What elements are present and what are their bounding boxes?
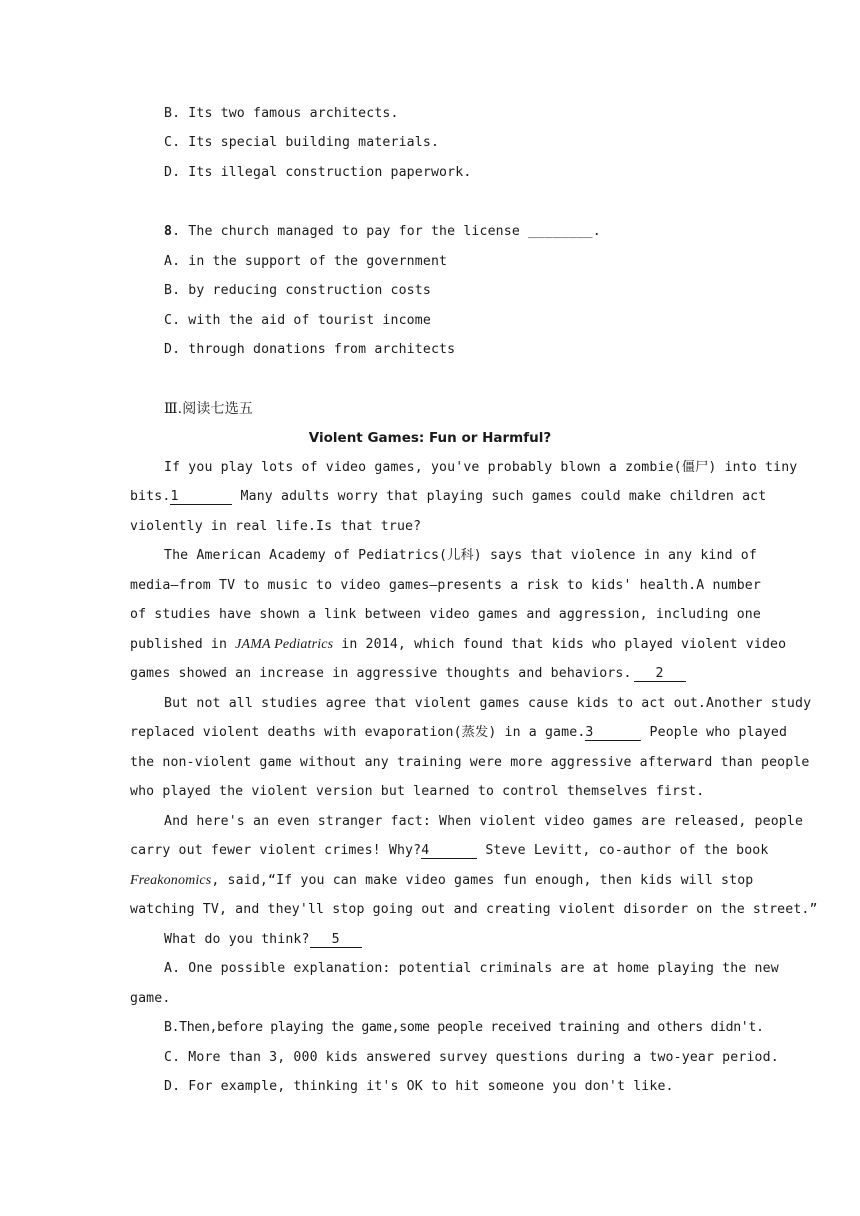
passage-line: The American Academy of Pediatrics(儿科) says that violence in any kind of <box>164 548 757 563</box>
passage-line: media—from TV to music to video games—presents a risk to kids' health.A number <box>130 578 761 593</box>
option-a: A. One possible explanation: potential criminals are at home playing the new <box>164 961 779 976</box>
answer-blank-3: 3 <box>585 725 641 741</box>
line-text: , said,“If you can make video games fun enough, then kids will stop <box>211 873 754 888</box>
passage-line <box>130 842 769 860</box>
q8-option-c: C. with the aid of tourist income <box>164 313 431 328</box>
line-text: games showed an increase in aggressive thoughts and behaviors. <box>130 666 632 681</box>
option-a-continued: game. <box>130 991 171 1006</box>
q7-option-d: D. Its illegal construction paperwork. <box>164 165 472 180</box>
answer-blank: ________ <box>528 224 593 239</box>
line-text: People who played <box>641 725 788 740</box>
journal-name: JAMA Pediatrics <box>235 637 334 652</box>
q7-option-c: C. Its special building materials. <box>164 135 440 150</box>
question-number: 8 <box>164 224 173 239</box>
passage-line: who played the violent version but learned to control themselves first. <box>130 784 705 799</box>
option-b: B.Then,before playing the game,some people received training and others didn't. <box>164 1020 764 1035</box>
answer-blank-5: 5 <box>310 932 362 948</box>
passage-line <box>130 665 686 683</box>
answer-blank-4: 4 <box>421 843 477 859</box>
question-end: . <box>592 224 601 239</box>
option-c: C. More than 3, 000 kids answered survey questions during a two-year period. <box>164 1050 779 1065</box>
question-8-stem <box>164 223 601 241</box>
passage-line <box>130 636 787 654</box>
passage-line: watching TV, and they'll stop going out and creating violent disorder on the street.” <box>130 902 818 917</box>
question-text: . The church managed to pay for the license <box>172 224 529 239</box>
passage-line: of studies have shown a link between video games and aggression, including one <box>130 607 761 622</box>
book-title: Freakonomics <box>130 873 212 888</box>
passage-line: And here's an even stranger fact: When violent video games are released, people <box>164 814 804 829</box>
line-text: What do you think? <box>164 932 310 947</box>
answer-blank-1: 1 <box>170 489 232 505</box>
line-text: in 2014, which found that kids who played violent video <box>333 637 787 652</box>
passage-title: Violent Games: Fun or Harmful? <box>308 430 552 446</box>
section-heading: Ⅲ.阅读七选五 <box>164 401 254 417</box>
passage-line <box>130 872 754 890</box>
line-text: carry out fewer violent crimes! Why? <box>130 843 422 858</box>
passage-line: But not all studies agree that violent games cause kids to act out.Another study <box>164 696 812 711</box>
q8-option-d: D. through donations from architects <box>164 342 456 357</box>
line-text: Many adults worry that playing such games could make children act <box>232 489 767 504</box>
line-text: bits. <box>130 489 171 504</box>
q8-option-b: B. by reducing construction costs <box>164 283 431 298</box>
line-text: Steve Levitt, co-author of the book <box>477 843 769 858</box>
line-text: published in <box>130 637 236 652</box>
passage-line <box>130 724 788 742</box>
passage-line: the non-violent game without any training were more aggressive afterward than people <box>130 755 810 770</box>
q8-option-a: A. in the support of the government <box>164 254 448 269</box>
answer-blank-2: 2 <box>634 666 686 682</box>
passage-line <box>164 931 362 949</box>
passage-line: If you play lots of video games, you've probably blown a zombie(僵尸) into tiny <box>164 460 798 475</box>
option-d: D. For example, thinking it's OK to hit someone you don't like. <box>164 1079 674 1094</box>
q7-option-b: B. Its two famous architects. <box>164 106 399 121</box>
line-text: replaced violent deaths with evaporation(蒸发) in a game. <box>130 725 586 740</box>
passage-line: violently in real life.Is that true? <box>130 519 422 534</box>
passage-line <box>130 488 767 506</box>
